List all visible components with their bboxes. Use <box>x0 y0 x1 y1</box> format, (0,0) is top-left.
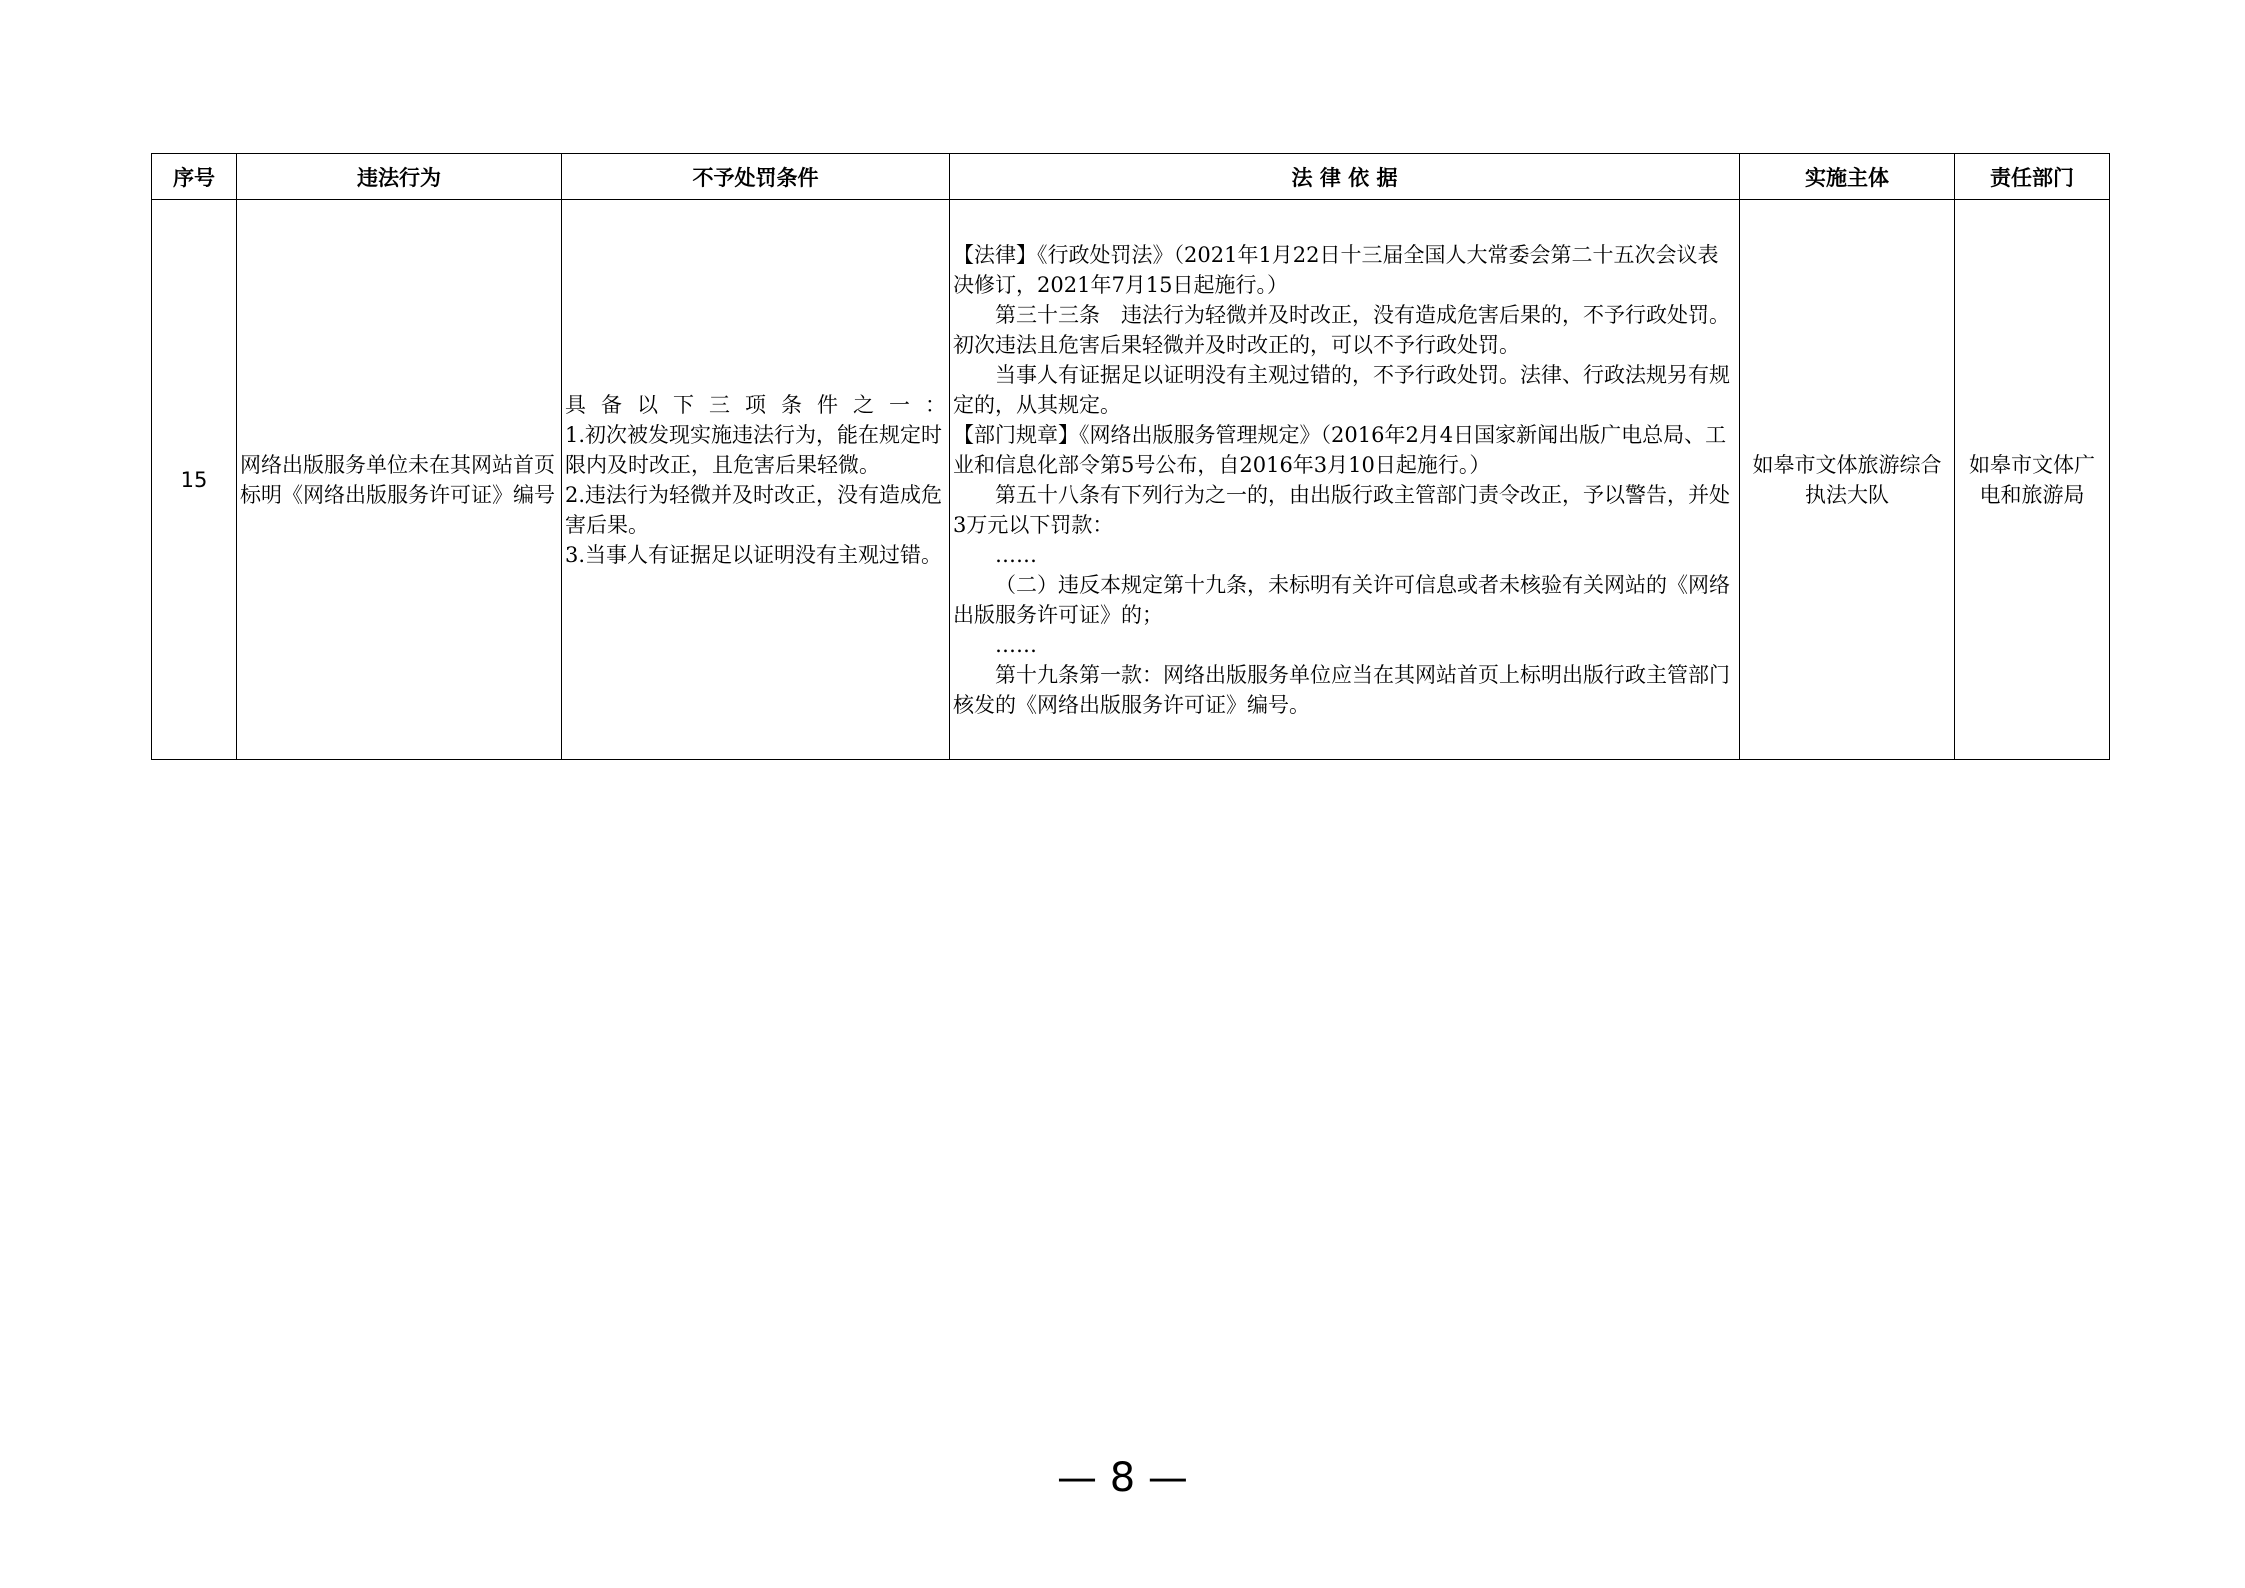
basis-paragraph: 第五十八条有下列行为之一的，由出版行政主管部门责令改正，予以警告，并处3万元以下罚款： <box>953 482 1730 537</box>
enforcement-table <box>151 153 2110 760</box>
basis-paragraph: （二）违反本规定第十九条，未标明有关许可信息或者未核验有关网站的《网络出版服务许可证》的； <box>953 572 1730 627</box>
basis-regulation-title: 【部门规章】《网络出版服务管理规定》（2016年2月4日国家新闻出版广电总局、工业和信息化部令第5号公布，自2016年3月10日起施行。） <box>953 422 1727 477</box>
basis-paragraph: 第三十三条 违法行为轻微并及时改正，没有造成危害后果的，不予行政处罚。初次违法且危害后果轻微并及时改正的，可以不予行政处罚。 <box>953 302 1730 357</box>
implementing-body: 如皋市文体旅游综合执法大队 <box>1740 200 1955 760</box>
basis-law-title: 【法律】《行政处罚法》（2021年1月22日十三届全国人大常委会第二十五次会议表决修订，2021年7月15日起施行。） <box>953 242 1719 297</box>
page-number: — 8 — <box>1057 1455 1188 1501</box>
header-legal-basis: 法 律 依 据 <box>950 154 1740 200</box>
basis-ellipsis: …… <box>995 632 1037 657</box>
basis-paragraph: 第十九条第一款：网络出版服务单位应当在其网站首页上标明出版行政主管部门核发的《网络出版服务许可证》编号。 <box>953 662 1730 717</box>
conditions-intro: 具备以下三项条件之一： <box>565 392 946 417</box>
header-conditions: 不予处罚条件 <box>562 154 950 200</box>
condition-item: 3.当事人有证据足以证明没有主观过错。 <box>565 542 943 567</box>
legal-basis <box>950 200 1740 760</box>
basis-ellipsis: …… <box>995 542 1037 567</box>
responsible-department: 如皋市文体广电和旅游局 <box>1955 200 2110 760</box>
header-implementer: 实施主体 <box>1740 154 1955 200</box>
basis-paragraph: 当事人有证据足以证明没有主观过错的，不予行政处罚。法律、行政法规另有规定的，从其规定。 <box>953 362 1730 417</box>
condition-item: 1.初次被发现实施违法行为，能在规定时限内及时改正，且危害后果轻微。 <box>565 422 943 477</box>
table-row <box>152 200 2110 760</box>
row-number: 15 <box>152 200 237 760</box>
header-row <box>152 154 2110 200</box>
header-department: 责任部门 <box>1955 154 2110 200</box>
violation-behavior: 网络出版服务单位未在其网站首页标明《网络出版服务许可证》编号 <box>237 200 562 760</box>
header-number: 序号 <box>152 154 237 200</box>
no-penalty-conditions <box>562 200 950 760</box>
header-behavior: 违法行为 <box>237 154 562 200</box>
condition-item: 2.违法行为轻微并及时改正，没有造成危害后果。 <box>565 482 943 537</box>
